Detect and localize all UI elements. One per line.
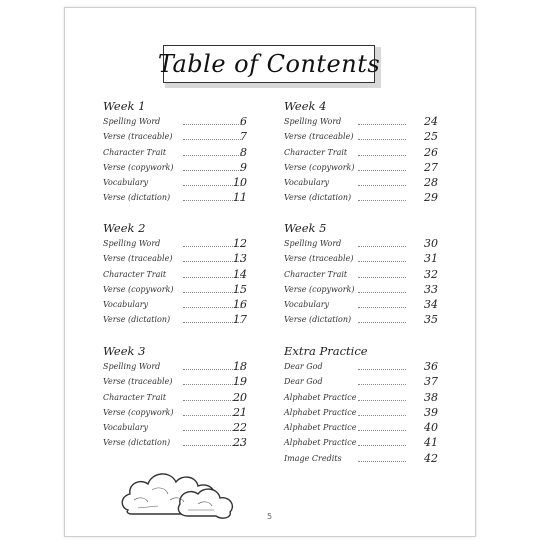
entry-page: 21 xyxy=(233,405,247,419)
entry-label: Image Credits xyxy=(284,453,342,463)
dot-leader xyxy=(358,200,406,201)
section-heading: Week 1 xyxy=(103,99,146,113)
entry-page: 33 xyxy=(424,282,438,296)
toc-entry[interactable] xyxy=(284,129,438,144)
entry-label: Verse (traceable) xyxy=(284,132,354,142)
toc-entry[interactable] xyxy=(103,190,247,205)
dot-leader xyxy=(358,445,406,446)
entry-label: Character Trait xyxy=(103,269,167,279)
entry-label: Dear God xyxy=(284,362,323,371)
toc-entry[interactable] xyxy=(284,390,438,405)
section-heading: Week 5 xyxy=(284,221,327,235)
toc-section-week-1 xyxy=(103,98,247,206)
cloud-sketch-illustration xyxy=(118,460,240,520)
toc-entry[interactable] xyxy=(284,405,438,420)
toc-entry[interactable] xyxy=(103,359,247,374)
entry-label: Character Trait xyxy=(103,147,167,157)
entry-page: 16 xyxy=(233,298,247,312)
entry-label: Vocabulary xyxy=(103,178,149,188)
entry-page: 11 xyxy=(233,191,247,205)
toc-entry[interactable] xyxy=(284,359,438,374)
toc-entry[interactable] xyxy=(103,435,247,450)
toc-entry[interactable] xyxy=(103,282,247,297)
toc-entry[interactable] xyxy=(284,451,438,466)
dot-leader xyxy=(358,322,406,323)
entry-label: Alphabet Practice xyxy=(284,392,357,402)
entry-label: Character Trait xyxy=(284,269,348,279)
toc-entry[interactable] xyxy=(284,297,438,312)
dot-leader xyxy=(358,461,406,462)
entry-label: Spelling Word xyxy=(284,117,342,126)
entry-page: 23 xyxy=(233,436,247,450)
section-heading: Week 2 xyxy=(103,221,146,235)
entry-page: 12 xyxy=(233,237,247,250)
toc-entry[interactable] xyxy=(284,190,438,205)
entry-label: Vocabulary xyxy=(284,178,330,188)
entry-page: 39 xyxy=(424,405,438,419)
toc-entry[interactable] xyxy=(103,390,247,405)
entry-label: Spelling Word xyxy=(103,239,161,248)
entry-page: 40 xyxy=(424,421,438,435)
dot-leader xyxy=(358,400,406,401)
entry-page: 32 xyxy=(424,267,438,281)
entry-page: 30 xyxy=(424,237,438,250)
entry-label: Spelling Word xyxy=(103,117,161,126)
section-heading: Week 3 xyxy=(103,344,146,358)
entry-label: Alphabet Practice xyxy=(284,438,357,448)
toc-entry[interactable] xyxy=(103,114,247,129)
toc-entry[interactable] xyxy=(284,435,438,450)
entry-label: Verse (traceable) xyxy=(103,254,173,264)
entry-page: 14 xyxy=(233,267,247,281)
dot-leader xyxy=(358,415,406,416)
toc-entry[interactable] xyxy=(103,145,247,160)
entry-label: Verse (copywork) xyxy=(284,162,355,172)
entry-page: 34 xyxy=(424,298,438,312)
dot-leader xyxy=(358,170,406,171)
toc-entry[interactable] xyxy=(284,175,438,190)
toc-entry[interactable] xyxy=(284,114,438,129)
dot-leader xyxy=(358,124,406,125)
toc-entry[interactable] xyxy=(103,175,247,190)
entry-label: Dear God xyxy=(284,377,323,387)
entry-label: Verse (copywork) xyxy=(103,284,174,294)
page-number: 5 xyxy=(267,512,273,521)
entry-label: Verse (dictation) xyxy=(284,193,352,203)
dot-leader xyxy=(183,124,241,125)
entry-label: Character Trait xyxy=(103,392,167,402)
toc-section-week-4 xyxy=(284,98,438,206)
entry-page: 26 xyxy=(424,145,438,159)
entry-label: Verse (dictation) xyxy=(103,438,171,448)
dot-leader xyxy=(358,430,406,431)
toc-entry[interactable] xyxy=(103,420,247,435)
toc-entry[interactable] xyxy=(284,312,438,327)
entry-label: Alphabet Practice xyxy=(284,407,357,417)
toc-entry[interactable] xyxy=(103,160,247,175)
dot-leader xyxy=(183,139,241,140)
entry-page: 28 xyxy=(424,176,438,190)
entry-label: Vocabulary xyxy=(103,423,149,433)
dot-leader xyxy=(358,384,406,385)
dot-leader xyxy=(358,292,406,293)
entry-page: 38 xyxy=(424,390,438,404)
entry-page: 37 xyxy=(424,375,438,389)
entry-page: 42 xyxy=(424,451,438,465)
entry-page: 10 xyxy=(233,176,247,190)
toc-entry[interactable] xyxy=(284,236,438,251)
entry-label: Character Trait xyxy=(284,147,348,157)
dot-leader xyxy=(358,261,406,262)
entry-label: Verse (dictation) xyxy=(103,315,171,325)
entry-page: 36 xyxy=(424,360,438,373)
entry-page: 7 xyxy=(240,130,247,144)
toc-entry[interactable] xyxy=(103,405,247,420)
toc-entry[interactable] xyxy=(284,160,438,175)
entry-label: Verse (copywork) xyxy=(103,162,174,172)
toc-entry[interactable] xyxy=(103,297,247,312)
entry-label: Spelling Word xyxy=(103,362,161,371)
entry-page: 13 xyxy=(233,252,247,266)
toc-entry[interactable] xyxy=(284,145,438,160)
entry-label: Verse (traceable) xyxy=(103,377,173,387)
toc-entry[interactable] xyxy=(103,312,247,327)
entry-page: 25 xyxy=(424,130,438,144)
toc-entry[interactable] xyxy=(284,420,438,435)
entry-label: Spelling Word xyxy=(284,239,342,248)
toc-entry[interactable] xyxy=(103,236,247,251)
dot-leader xyxy=(358,369,406,370)
entry-page: 35 xyxy=(424,313,438,327)
toc-entry[interactable] xyxy=(284,251,438,266)
toc-entry[interactable] xyxy=(103,129,247,144)
dot-leader xyxy=(358,139,406,140)
entry-label: Verse (dictation) xyxy=(284,315,352,325)
toc-entry[interactable] xyxy=(103,374,247,389)
entry-label: Verse (copywork) xyxy=(284,284,355,294)
dot-leader xyxy=(358,277,406,278)
section-heading: Extra Practice xyxy=(284,344,368,358)
entry-label: Alphabet Practice xyxy=(284,423,357,433)
entry-label: Verse (traceable) xyxy=(103,132,173,142)
entry-page: 29 xyxy=(424,191,438,205)
entry-label: Vocabulary xyxy=(103,300,149,310)
workbook-page xyxy=(64,7,476,537)
entry-page: 9 xyxy=(240,160,247,174)
section-heading: Week 4 xyxy=(284,99,327,113)
toc-section-extra-practice xyxy=(284,343,438,466)
title-frame xyxy=(157,45,381,83)
dot-leader xyxy=(358,307,406,308)
toc-entry[interactable] xyxy=(284,282,438,297)
toc-entry[interactable] xyxy=(284,267,438,282)
entry-page: 27 xyxy=(424,160,438,174)
dot-leader xyxy=(358,246,406,247)
entry-page: 20 xyxy=(233,390,247,404)
dot-leader xyxy=(358,185,406,186)
toc-section-week-3 xyxy=(103,343,247,451)
entry-label: Vocabulary xyxy=(284,300,330,310)
toc-entry[interactable] xyxy=(103,267,247,282)
dot-leader xyxy=(183,155,241,156)
entry-label: Verse (dictation) xyxy=(103,193,171,203)
entry-page: 8 xyxy=(240,145,247,159)
entry-page: 6 xyxy=(240,115,247,128)
toc-entry[interactable] xyxy=(284,374,438,389)
entry-label: Verse (traceable) xyxy=(284,254,354,264)
entry-page: 22 xyxy=(233,421,247,435)
entry-page: 41 xyxy=(424,436,438,450)
page-title: Table of Contents xyxy=(157,50,381,78)
entry-page: 15 xyxy=(233,282,247,296)
entry-page: 24 xyxy=(424,115,438,128)
toc-section-week-5 xyxy=(284,220,438,328)
entry-page: 31 xyxy=(424,252,438,266)
entry-label: Verse (copywork) xyxy=(103,407,174,417)
entry-page: 19 xyxy=(233,375,247,389)
toc-section-week-2 xyxy=(103,220,247,328)
entry-page: 18 xyxy=(233,360,247,373)
dot-leader xyxy=(358,155,406,156)
entry-page: 17 xyxy=(233,313,247,327)
toc-entry[interactable] xyxy=(103,251,247,266)
dot-leader xyxy=(183,170,241,171)
